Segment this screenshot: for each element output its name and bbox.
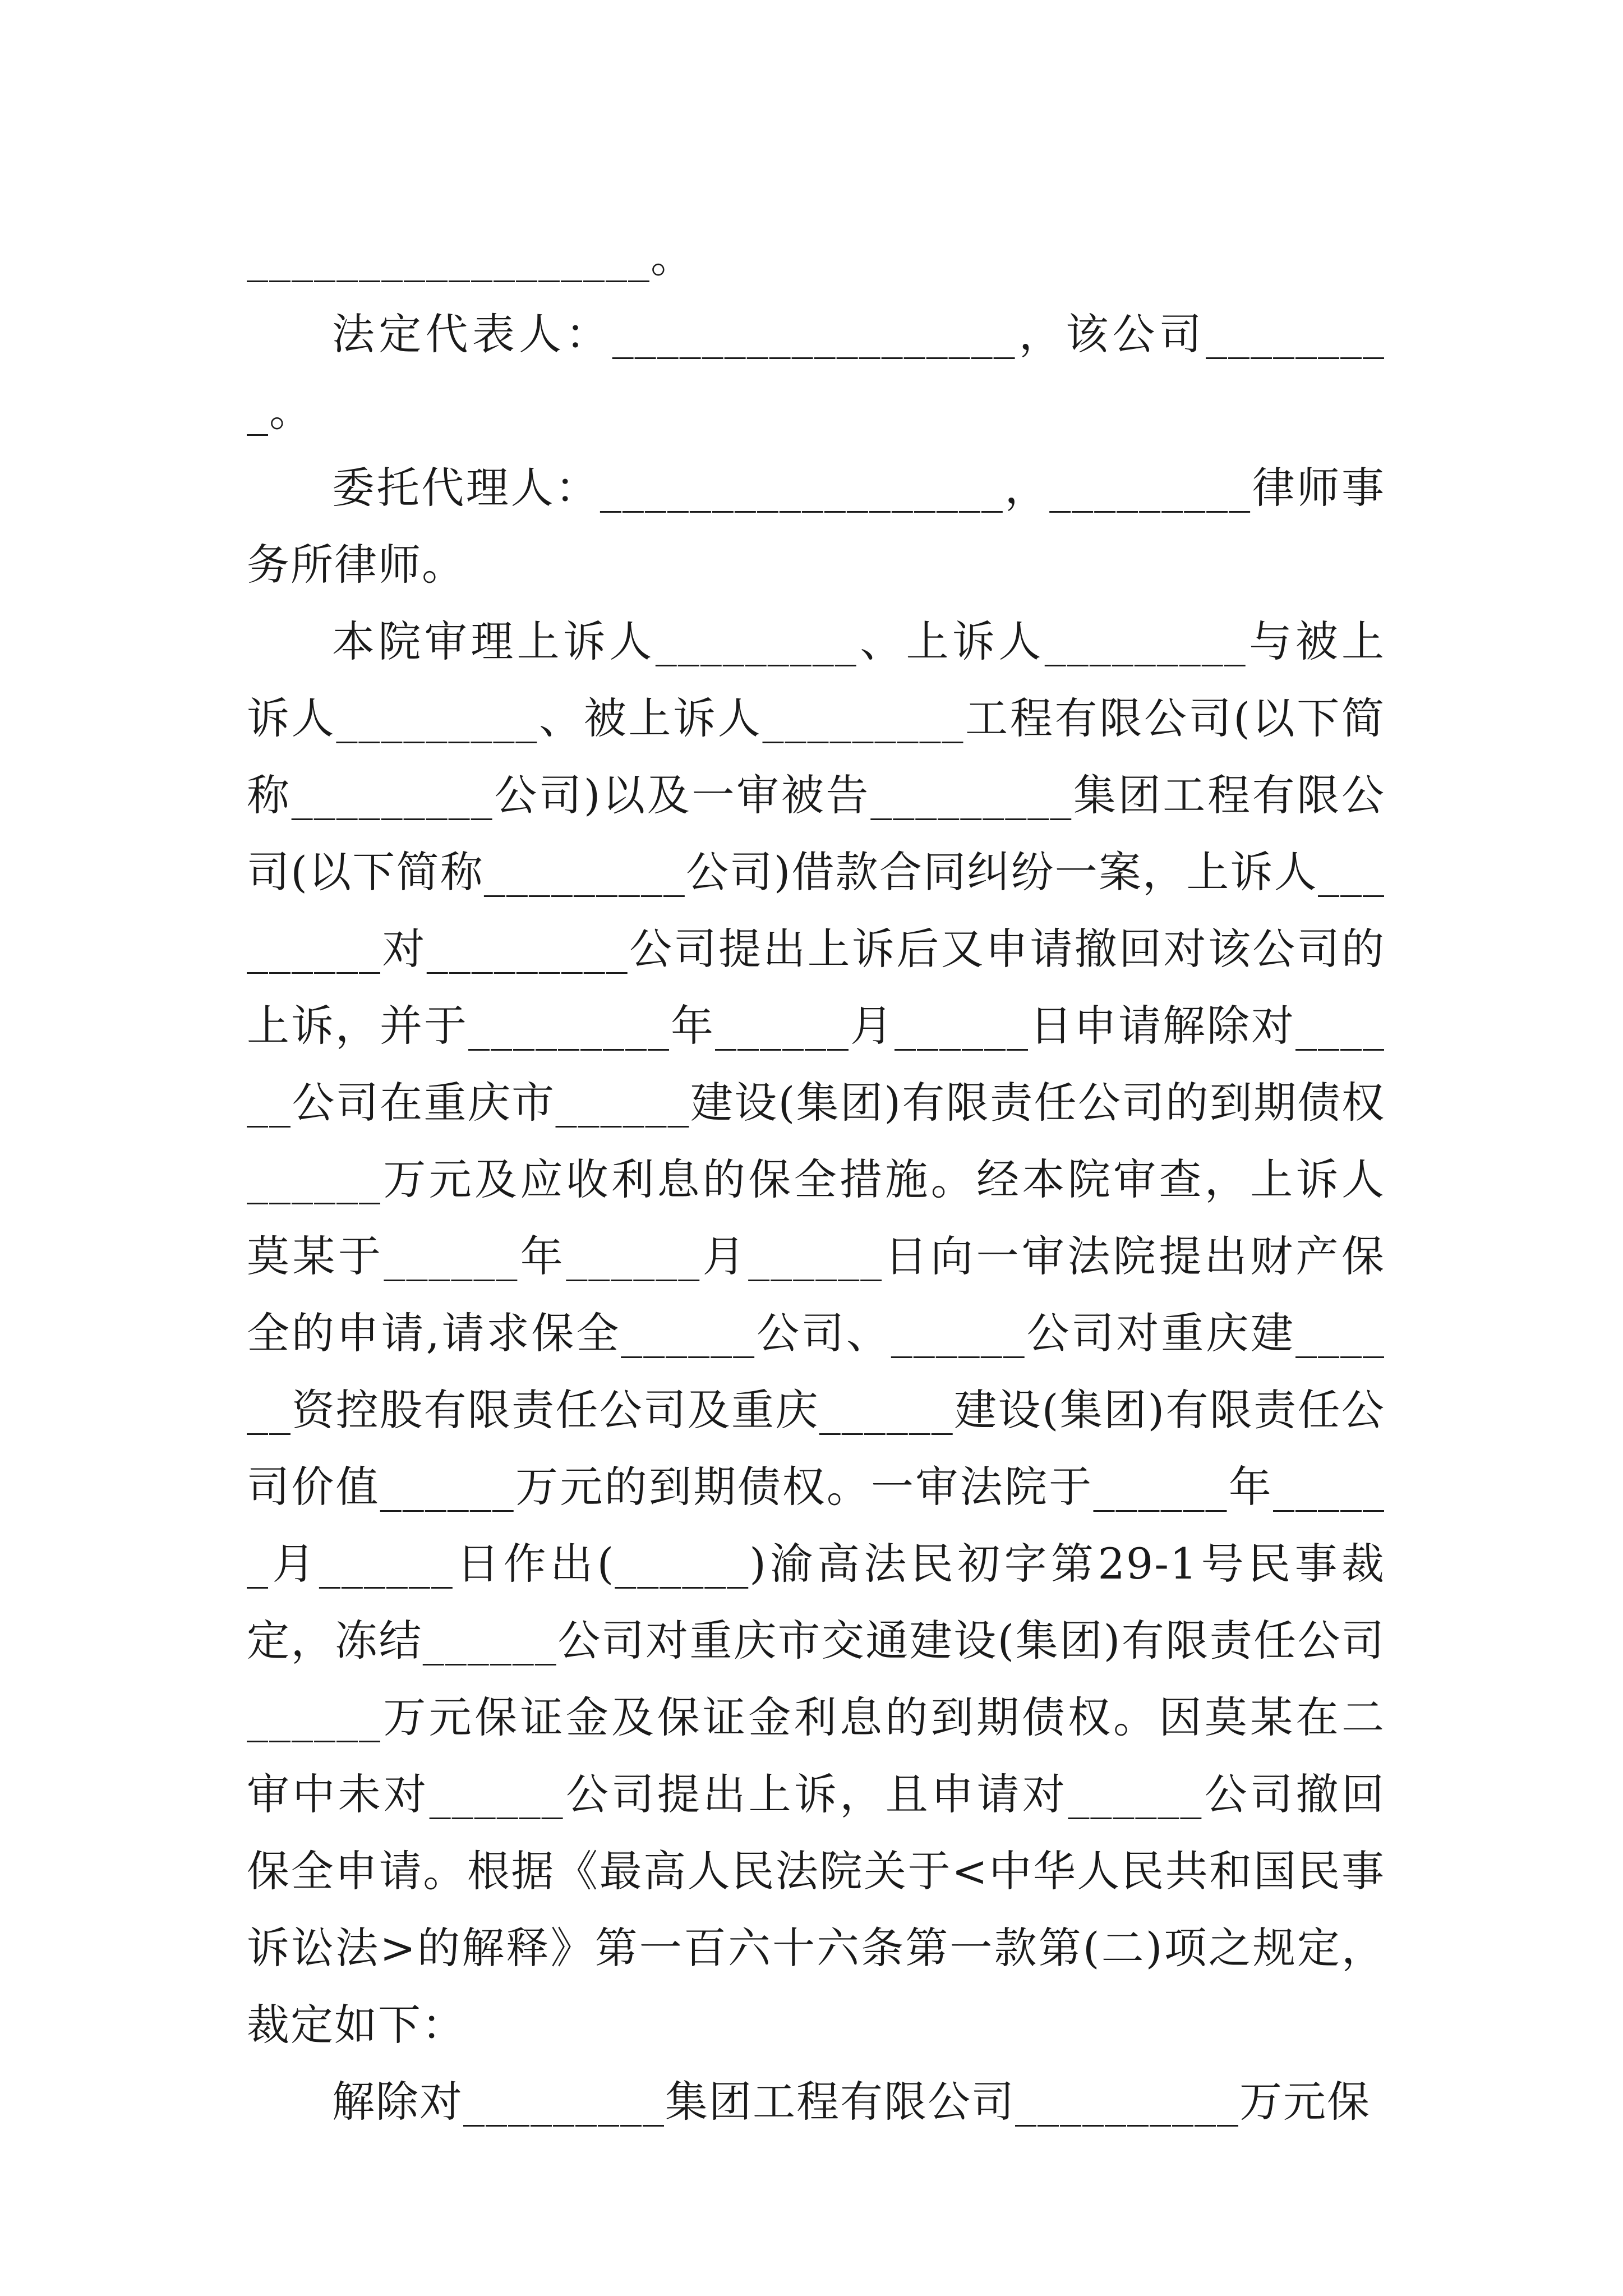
paragraph-entrusted-agent: 委托代理人：__________________，_________律师事务所律师。	[247, 463, 1385, 590]
document-body	[247, 219, 1385, 2140]
paragraph-blank-line: __________________。	[247, 232, 694, 282]
paragraph-case-review: 本院审理上诉人_________、上诉人_________与被上诉人_________、被上诉人_________工程有限公司(以下简称_________公司)以及一审被告_________集团工程有限公司(以下简称_________公司)借款合同纠纷一案，上诉人_________对_________公司提出上诉后又申请撤回对该公司的上诉，并于_________年______月______日申请解除对______公司在重庆市______建设(集团)有限责任公司的到期债权______万元及应收利息的保全措施。经本院审查，上诉人莫某于______年______月______日向一审法院提出财产保全的申请,请求保全______公司、______公司对重庆建______资控股有限责任公司及重庆______建设(集团)有限责任公司价值______万元的到期债权。一审法院于______年______月______日作出(______)渝高法民初字第29-1号民事裁定，冻结______公司对重庆市交通建设(集团)有限责任公司______万元保证金及保证金利息的到期债权。因莫某在二审中未对______公司提出上诉，且申请对______公司撤回保全申请。根据《最高人民法院关于<中华人民共和国民事诉讼法>的解释》第一百六十六条第一款第(二)项之规定，裁定如下：	[247, 616, 1385, 2050]
paragraph-ruling: 解除对_________集团工程有限公司__________万元保	[332, 2077, 1371, 2127]
paragraph-legal-representative: 法定代表人：__________________，该公司_________。	[247, 309, 1385, 436]
